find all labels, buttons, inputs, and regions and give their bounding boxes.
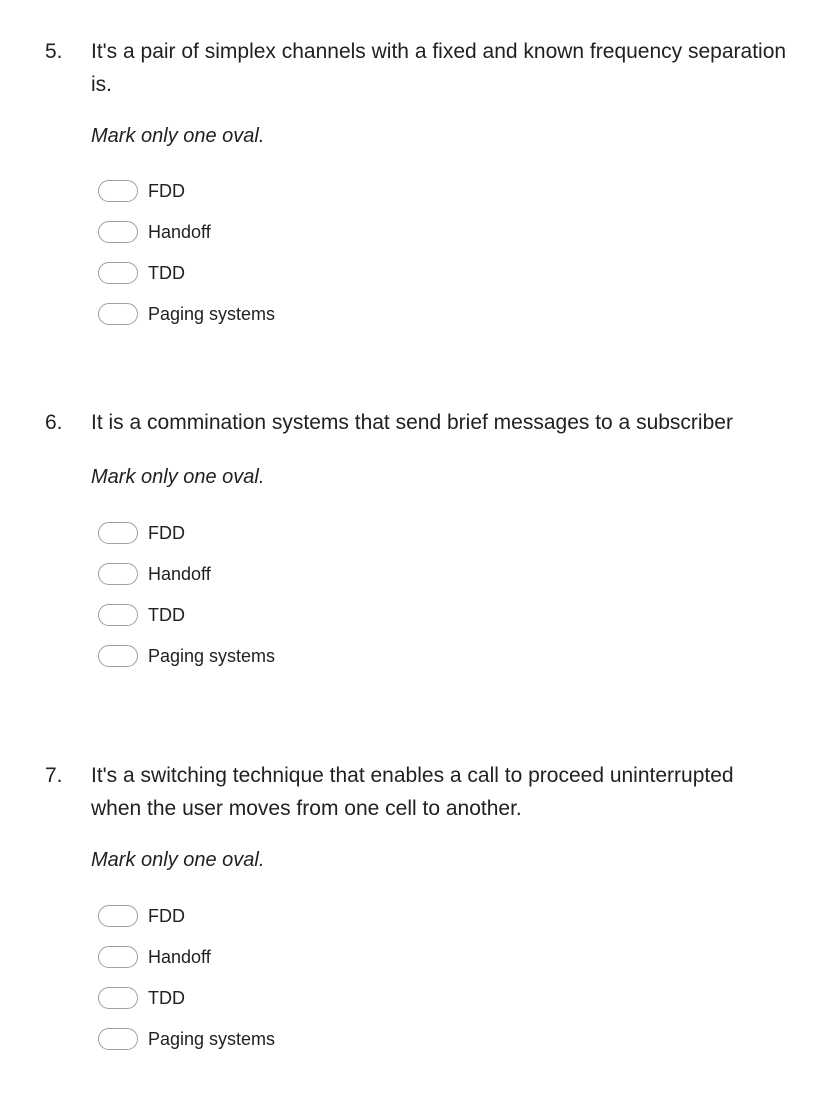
question-hint: Mark only one oval. [91, 125, 265, 147]
option-handoff[interactable] [98, 553, 275, 594]
question-number: 7. [45, 764, 63, 787]
option-paging-systems[interactable] [98, 293, 275, 334]
question-text: It's a switching technique that enables a call to proceed uninterrupted when the user moves from one cell to another. [91, 764, 734, 820]
option-label[interactable]: Handoff [148, 563, 211, 584]
option-label[interactable]: Paging systems [148, 303, 276, 324]
radio-oval[interactable] [98, 1028, 138, 1050]
option-label[interactable]: TDD [148, 604, 185, 625]
option-tdd[interactable] [98, 977, 275, 1018]
radio-oval[interactable] [98, 946, 138, 968]
option-label[interactable]: Paging systems [148, 645, 276, 666]
option-label[interactable]: Handoff [148, 221, 211, 242]
options-group [98, 170, 275, 334]
radio-oval[interactable] [98, 180, 138, 202]
option-fdd[interactable] [98, 512, 275, 553]
radio-oval[interactable] [98, 905, 138, 927]
radio-oval[interactable] [98, 645, 138, 667]
option-paging-systems[interactable] [98, 1018, 275, 1059]
option-label[interactable]: Handoff [148, 946, 211, 967]
option-label[interactable]: TDD [148, 262, 185, 283]
question-text: It is a commination systems that send brief messages to a subscriber [91, 411, 733, 434]
radio-oval[interactable] [98, 303, 138, 325]
option-label[interactable]: FDD [148, 905, 185, 926]
option-paging-systems[interactable] [98, 635, 275, 676]
radio-oval[interactable] [98, 563, 138, 585]
option-tdd[interactable] [98, 252, 275, 293]
option-label[interactable]: TDD [148, 987, 185, 1008]
radio-oval[interactable] [98, 604, 138, 626]
option-label[interactable]: Paging systems [148, 1028, 276, 1049]
radio-oval[interactable] [98, 221, 138, 243]
question-hint: Mark only one oval. [91, 849, 265, 871]
radio-oval[interactable] [98, 522, 138, 544]
radio-oval[interactable] [98, 262, 138, 284]
question-hint: Mark only one oval. [91, 466, 265, 488]
option-tdd[interactable] [98, 594, 275, 635]
option-fdd[interactable] [98, 895, 275, 936]
question-text: It's a pair of simplex channels with a fixed and known frequency separation is. [91, 40, 787, 96]
option-fdd[interactable] [98, 170, 275, 211]
options-group [98, 512, 275, 676]
option-label[interactable]: FDD [148, 180, 185, 201]
options-group [98, 895, 275, 1059]
option-handoff[interactable] [98, 936, 275, 977]
question-number: 5. [45, 40, 63, 63]
option-label[interactable]: FDD [148, 522, 185, 543]
question-number: 6. [45, 411, 63, 434]
option-handoff[interactable] [98, 211, 275, 252]
radio-oval[interactable] [98, 987, 138, 1009]
